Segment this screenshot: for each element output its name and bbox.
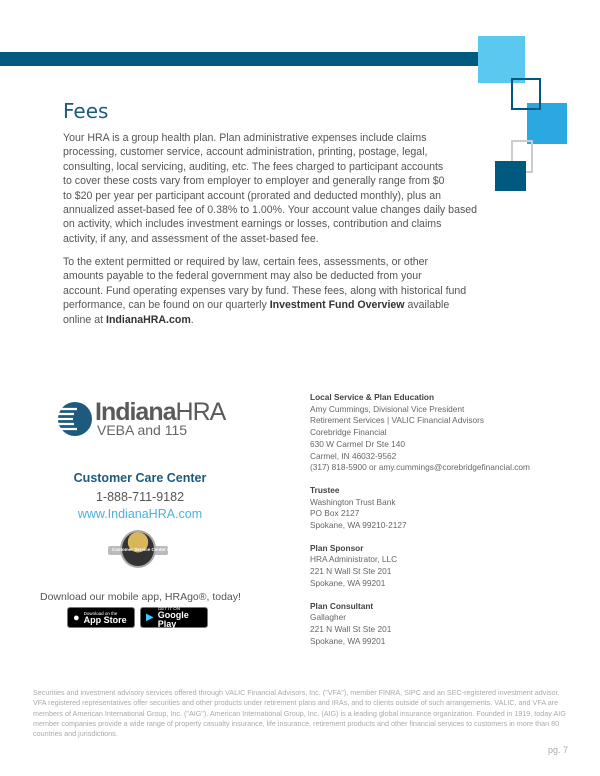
logo-text-light: HRA bbox=[175, 398, 226, 426]
globe-icon bbox=[57, 401, 93, 437]
contact-line: Retirement Services | VALIC Financial Advisors bbox=[310, 415, 484, 426]
decor-square-dark bbox=[495, 161, 526, 191]
app-download-text: Download our mobile app, HRAgo®, today! bbox=[40, 591, 241, 603]
contact-title: Plan Sponsor bbox=[310, 542, 364, 553]
customer-care-url[interactable]: www.IndianaHRA.com bbox=[77, 507, 203, 521]
google-play-button[interactable] bbox=[140, 607, 208, 628]
contact-line: Gallagher bbox=[310, 612, 346, 623]
text-line: to $20 per year per participant account (prorated and deducted monthly), plus an bbox=[63, 189, 442, 202]
spacer bbox=[310, 532, 530, 543]
logo-subtitle: VEBA and 115 bbox=[97, 422, 188, 438]
text-line: account. Fund operating expenses vary by fund. These fees, along with historical fund bbox=[63, 284, 467, 297]
contact-line: HRA Administrator, LLC bbox=[310, 554, 398, 565]
contact-line: Spokane, WA 99201 bbox=[310, 577, 386, 588]
contact-line: Amy Cummings, Divisional Vice President bbox=[310, 403, 465, 414]
text-line bbox=[63, 313, 466, 327]
contact-line: (317) 818-5900 or amy.cummings@corebridgefinancial.com bbox=[310, 462, 530, 473]
indianahra-link[interactable]: IndianaHRA.com bbox=[106, 313, 191, 326]
fees-paragraph-1 bbox=[63, 131, 477, 246]
text-line: activity, if any, and assessment of the asset-based fee. bbox=[63, 232, 319, 245]
fees-paragraph-2 bbox=[63, 255, 466, 327]
google-label: Google Play bbox=[157, 610, 189, 629]
contact-line: 221 N Wall St Ste 201 bbox=[310, 566, 392, 577]
contact-line: Washington Trust Bank bbox=[310, 496, 396, 507]
contact-line: 221 N Wall St Ste 201 bbox=[310, 623, 392, 634]
text-line: processing, customer service, account administration, printing, postage, legal, bbox=[63, 146, 428, 159]
badge-text: Customer Service Center CERTIFIED bbox=[112, 547, 191, 552]
apple-label: App Store bbox=[83, 614, 127, 625]
disclaimer: Securities and investment advisory services offered through VALIC Financial Advisors, Inc. ("VFA"), member FINRA, SIPC and an SEC-registered investment advisor. VFA registered representatives offer securities and other products under retirement plans and IRAs, and to clients outside of such arrangements. VALIC, and VFA are members of American International Group, Inc. ("AIG"). American International Group, Inc. (AIG) is a leading global insurance organization. Founded in 1919, today AIG member companies provide a wide range of property casualty insurance, life insurance, retirement products and other financial services to customers in more than 80 countries and jurisdictions. bbox=[33, 688, 566, 739]
text-line: on activity, which includes investment earnings or losses, contribution and claims bbox=[63, 218, 442, 231]
text-line: consulting, local servicing, auditing, etc. The fees charged to participant accounts bbox=[63, 160, 444, 173]
page-number: pg. 7 bbox=[548, 745, 569, 755]
contact-line: Corebridge Financial bbox=[310, 427, 387, 438]
contact-title: Trustee bbox=[310, 484, 340, 495]
page-title: Fees bbox=[63, 99, 109, 123]
logo-text-bold: Indiana bbox=[95, 398, 176, 426]
contact-line: Spokane, WA 99201 bbox=[310, 635, 386, 646]
contact-title: Local Service & Plan Education bbox=[310, 392, 435, 402]
text-line: amounts payable to the federal government may also be deducted from your bbox=[63, 270, 422, 283]
contact-line: Carmel, IN 46032-9562 bbox=[310, 450, 397, 461]
text-line: annualized asset-based fee of 0.38% to 1.00%. Your account value changes daily based bbox=[63, 204, 478, 217]
text: available bbox=[404, 299, 450, 312]
spacer bbox=[310, 474, 530, 485]
text: performance, can be found on our quarterly bbox=[63, 299, 270, 312]
spacer bbox=[310, 590, 530, 601]
customer-care-title: Customer Care Center bbox=[73, 471, 207, 485]
contact-title: Plan Consultant bbox=[310, 600, 374, 611]
apple-icon: ● bbox=[73, 611, 80, 624]
contact-line: Spokane, WA 99210-2127 bbox=[310, 520, 407, 531]
text-line: to cover these costs vary from employer to employer and generally range from $0 bbox=[63, 175, 445, 188]
app-store-button[interactable] bbox=[67, 607, 135, 628]
investment-fund-overview-link[interactable]: Investment Fund Overview bbox=[269, 299, 405, 312]
google-small: GET IT ON bbox=[157, 606, 181, 611]
header-bar bbox=[0, 52, 480, 66]
certified-badge bbox=[112, 530, 191, 570]
contact-line: 630 W Carmel Dr Ste 140 bbox=[310, 438, 405, 449]
contacts-list bbox=[310, 392, 530, 647]
play-icon: ▶ bbox=[146, 612, 154, 623]
customer-care-phone[interactable]: 1-888-711-9182 bbox=[95, 490, 185, 504]
decor-square-light bbox=[478, 36, 525, 83]
text: . bbox=[190, 313, 194, 326]
decor-square-outline bbox=[511, 78, 541, 110]
apple-small: Download on the bbox=[83, 610, 118, 616]
text-line bbox=[63, 298, 466, 312]
text: online at bbox=[63, 313, 106, 326]
text-line: Your HRA is a group health plan. Plan administrative expenses include claims bbox=[63, 132, 427, 144]
contact-line: PO Box 2127 bbox=[310, 508, 360, 519]
text-line: To the extent permitted or required by law, certain fees, assessments, or other bbox=[63, 256, 429, 268]
